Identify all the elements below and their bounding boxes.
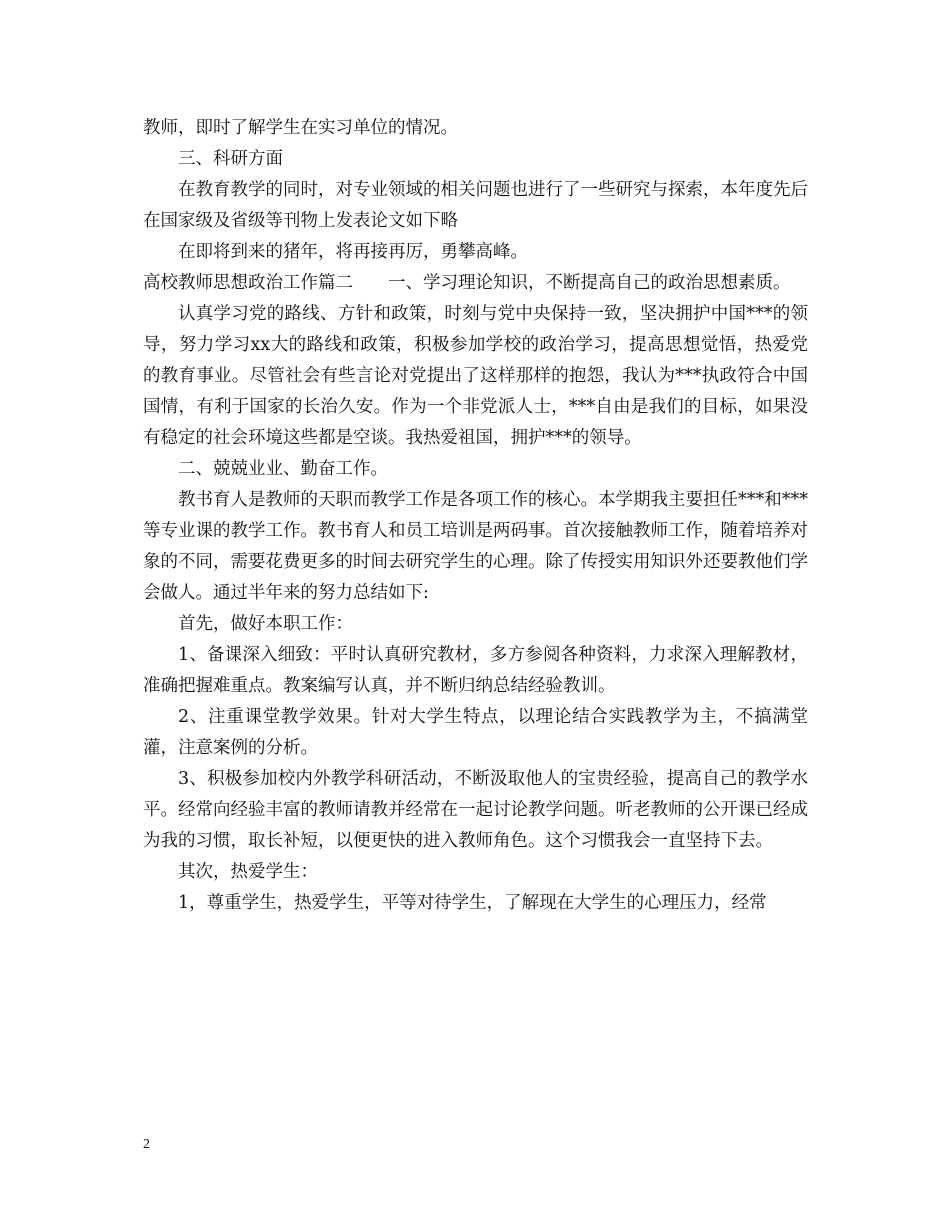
- section-heading-work: 二、兢兢业业、勤奋工作。: [178, 459, 388, 479]
- paragraph-6: 认真学习党的路线、方针和政策，时刻与党中央保持一致，坚决拥护中国***的领导，努力学习xx大的路线和政策，积极参加学校的政治学习，提高思想觉悟，热爱党的教育事业。尽管社会有些言论对党提出了这样那样的抱怨，我认为***执政符合中国国情，有利于国家的长治久安。作为一个非党派人士，***自由是我们的目标，如果没有稳定的社会环境这些都是空谈。我热爱祖国，拥护***的领导。: [143, 304, 808, 448]
- paragraph-3: 在教育教学的同时，对专业领域的相关问题也进行了一些研究与探索，本年度先后在国家级及省级等刊物上发表论文如下略: [143, 180, 808, 231]
- subheading-first: 首先，做好本职工作：: [178, 614, 353, 634]
- subheading-second: 其次，热爱学生：: [178, 862, 318, 882]
- document-body: [143, 113, 808, 919]
- list-item-2: 2、注重课堂教学效果。针对大学生特点，以理论结合实践教学为主，不搞满堂灌，注意案例的分析。: [143, 707, 808, 758]
- list-item-1: 1、备课深入细致：平时认真研究教材，多方参阅各种资料，力求深入理解教材，准确把握难重点。教案编写认真，并不断归纳总结经验教训。: [143, 645, 808, 696]
- paragraph-1: 教师，即时了解学生在实习单位的情况。: [143, 118, 458, 138]
- paragraph-8: 教书育人是教师的天职而教学工作是各项工作的核心。本学期我主要担任***和***等专业课的教学工作。教书育人和员工培训是两码事。首次接触教师工作，随着培养对象的不同，需要花费更多的时间去研究学生的心理。除了传授实用知识外还要教他们学会做人。通过半年来的努力总结如下:: [143, 490, 808, 603]
- article-title-part-two: 高校教师思想政治工作篇二 一、学习理论知识，不断提高自己的政治思想素质。: [143, 273, 791, 293]
- page-number: 2: [143, 1137, 150, 1152]
- list-item-3: 3、积极参加校内外教学科研活动，不断汲取他人的宝贵经验，提高自己的教学水平。经常向经验丰富的教师请教并经常在一起讨论教学问题。听老教师的公开课已经成为我的习惯，取长补短，以便更快的进入教师角色。这个习惯我会一直坚持下去。: [143, 769, 808, 851]
- list-item-4: 1，尊重学生，热爱学生，平等对待学生，了解现在大学生的心理压力，经常: [178, 893, 767, 913]
- section-heading-research: 三、科研方面: [178, 149, 283, 169]
- paragraph-4: 在即将到来的猪年，将再接再厉，勇攀高峰。: [178, 242, 528, 262]
